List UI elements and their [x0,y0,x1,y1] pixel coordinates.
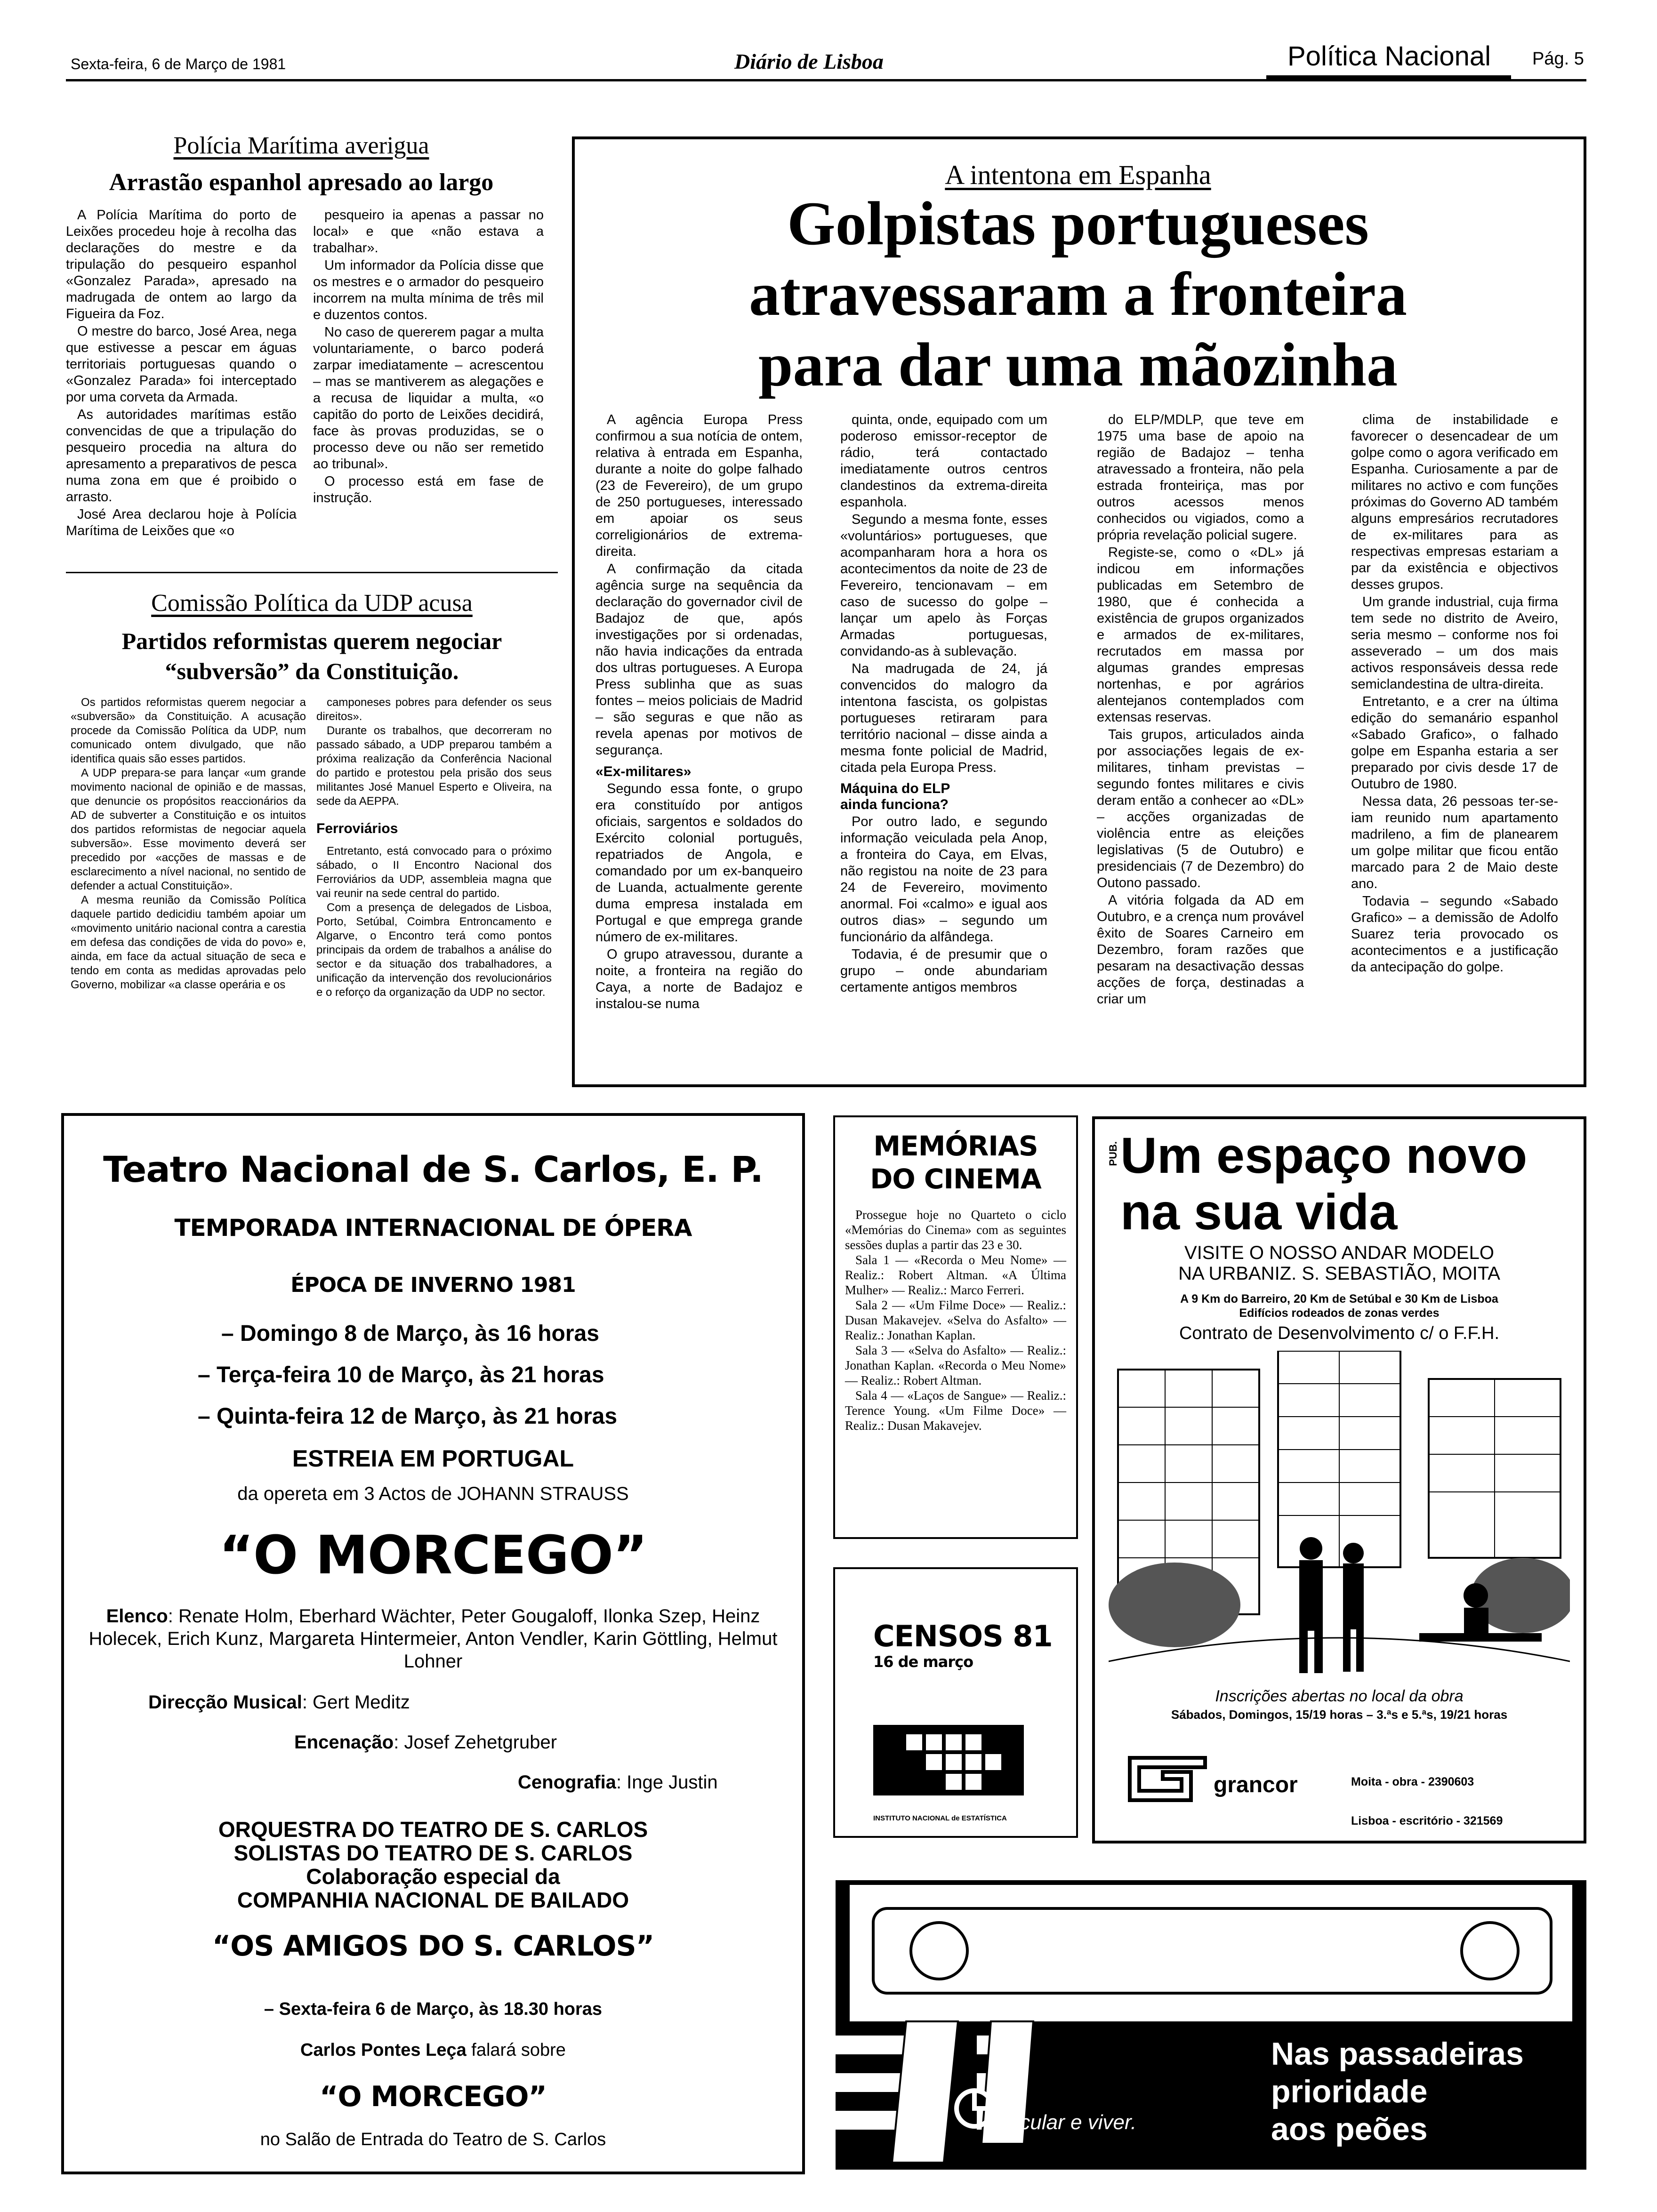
theatre-friends-date: – Sexta-feira 6 de Março, às 18.30 horas [264,1999,603,2019]
article3-col3: do ELP/MDLP, que teve em 1975 uma base de apoio na região de Badajoz – tenha atravessado a fronteira, não pela estrada fronteiriça, mas por outros acessos menos conhecidos ou vigiados, como a própria revelação policial sugere. Registe-se, como o «DL» já indicou em informações publicadas em Setembro de 1980, que é conhecida a existência de grupos organizados e armados de ex-militares, recrutados em massa por algumas grandes empresas nortenhas, e por agrários alentejanos contemplados com extensas reservas. Tais grupos, articulados ainda por associações legais de ex-militares, tinham previstas – segundo fontes militares e civis deram então a conhecer ao «DL» – acções organizadas de violência entre as eleições legislativas (5 de Outubro) e presidenciais (7 de Dezembro) do Outono passado. A vitória folgada da AD em Outubro, e a crença num provável êxito de Soares Carneiro em Dezembro, foram razões que pesaram na desactivação dessas acções de força, destinadas a criar um [1097,412,1304,1007]
article2-col1: Os partidos reformistas querem negociar a «subversão» da Constituição. A acusação procede da Comissão Política da UDP, num comunicado ontem divulgado, que não identifica quais são esses partidos. A UDP prepara-se para lançar «um grande movimento nacional de opinião e de massas, que denuncie os propósitos reaccionários da AD de subverter a Constituição e os intuitos dos partidos reformistas de negociar aquela subversão». Esse movimento deverá ser precedido por «acções de massas e de esclarecimento a nível nacional, no sentido de defender a actual Constituição». A mesma reunião da Comissão Política daquele partido dedicidiu também apoiar um «movimento unitário nacional contra a carestia em defesa das condições de vida do povo» e, ainda, em face da actual situação de seca e tendo em conta as medidas aprovadas pelo Governo, mobilizar «a classe operária e os [71,696,306,991]
pub-label: PUB. [1107,1141,1119,1166]
article1-col1: A Polícia Marítima do porto de Leixões procedeu hoje à recolha das declarações do mestre e da tripulação do pesqueiro espanhol «Gonzalez Parada», apresado na madrugada de ontem ao largo da Figueira da Foz. O mestre do barco, José Area, nega que estivesse a pescar em águas territoriais portuguesas quando o «Gonzalez Parada» foi interceptado por uma corveta da Armada. As autoridades marítimas estão convencidas de que a tripulação do pesqueiro procedia na altura do apresamento a preparativos de pesca numa zona em que é proibido o arrasto. José Area declarou hoje à Polícia Marítima de Leixões que «o [66,208,297,538]
article3-subhead-exmilitares: «Ex-militares» [595,764,692,779]
masthead: Diário de Lisboa [734,49,884,73]
theatre-talk: “O MORCEGO” [320,2080,547,2113]
article3-kicker: A intentona em Espanha [945,160,1211,190]
realestate-illustration [1109,1351,1570,1680]
theatre-season: TEMPORADA INTERNACIONAL DE ÓPERA [174,1214,692,1242]
safety-line-1: Nas passadeiras [1271,2036,1524,2072]
theatre-epoch: ÉPOCA DE INVERNO 1981 [290,1273,576,1297]
article3-subhead-elp: Máquina do ELP ainda funciona? [840,781,950,812]
cinema-text: Prossegue hoje no Quarteto o ciclo «Memórias do Cinema» com as seguintes sessões duplas a partir das 23 e 30. Sala 1 — «Recorda o Meu Nome» — Realiz.: Robert Altman. «A Última Mulher» — Realiz.: Marco Ferreri. Sala 2 — «Um Filme Doce» — Realiz.: Dusan Makavejev. «Selva do Asfalto» — Realiz.: Jonathan Kaplan. Sala 3 — «Selva do Asfalto» — Realiz.: Jonathan Kaplan. «Recorda o Meu Nome» — Realiz.: Robert Altman. Sala 4 — «Laços de Sangue» — Realiz.: Terence Young. «Um Filme Doce» — Realiz.: Dusan Makavejev. [845,1208,1066,1433]
realestate-contract: Contrato de Desenvolvimento c/ o F.F.H. [1179,1323,1500,1343]
circular-logo-icon [953,2087,996,2130]
theatre-orchestra: ORQUESTRA DO TEATRO DE S. CARLOS SOLISTAS DO TEATRO DE S. CARLOS Colaboração especial da COMPANHIA NACIONAL DE BAILADO [218,1817,648,1912]
theatre-operetta: da opereta em 3 Actos de JOHANN STRAUSS [237,1483,629,1504]
safety-line-3: aos peões [1271,2111,1428,2147]
theatre-music: Direcção Musical: Gert Meditz [148,1692,410,1713]
theatre-premiere: ESTREIA EM PORTUGAL [292,1445,574,1472]
article2-subhead: Ferroviários [316,821,398,836]
article2-kicker: Comissão Política da UDP acusa [151,590,473,617]
theatre-dates: – Domingo 8 de Março, às 16 horas – Terça-feira 10 de Março, às 21 horas – Quinta-feira 12 de Março, às 21 horas [198,1321,618,1429]
theatre-scenography: Cenografia: Inge Justin [518,1772,718,1793]
realestate-contact-2: Lisboa - escritório - 321569 [1351,1814,1503,1827]
census-box [833,1567,1078,1838]
article3-col1: A agência Europa Press confirmou a sua notícia de ontem, relativa à entrada em Espanha, durante a noite do golpe falhado (23 de Fevereiro), de um grupo de 250 portugueses, interessado em apoiar os seus correligionários de extrema-direita. A confirmação da citada agência surge na sequência da declaração do governador civil de Badajoz de que, após investigações por si ordenadas, não havia indicações da entrada dos ultras portugueses. A Europa Press sublinha que as suas fontes – meios policiais de Madrid – são seguras e que não as revela apenas por motivos de segurança. «Ex-militares» Segundo essa fonte, o grupo era constituído por antigos oficiais, sargentos e soldados do Exército colonial português, repatriados de Angola, e comandado por um ex-banqueiro de Luanda, actualmente gerente duma empresa instalada em Portugal e que emprega grande número de ex-militares. O grupo atravessou, durante a noite, a fronteira na região do Caya, a norte de Badajoz e instalou-se numa [595,412,803,1011]
theatre-work: “O MORCEGO” [219,1525,647,1586]
realestate-visit: VISITE O NOSSO ANDAR MODELO NA URBANIZ. S. SEBASTIÃO, MOITA [1178,1242,1500,1284]
article1-headline: Arrastão espanhol apresado ao largo [109,169,494,196]
census-institute: INSTITUTO NACIONAL de ESTATÍSTICA [873,1814,1007,1822]
theatre-title: Teatro Nacional de S. Carlos, E. P. [103,1148,763,1190]
article1-col2: pesqueiro ia apenas a passar no local» e que «não estava a trabalhar». Um informador da Polícia disse que os mestres e o armador do pesqueiro incorrem na multa mínima de três mil e duzentos contos. No caso de quererem pagar a multa voluntariamente, o barco poderá zarpar imediatamente – acrescentou – mas se mantiverem as alegações e a recusa de liquidar a multa, «o capitão do porto de Leixões decidirá, face às provas produzidas, se o processo deve ou não ser remetido ao tribunal». O processo está em fase de instrução. [313,208,544,505]
cinema-title: MEMÓRIAS DO CINEMA [870,1130,1041,1195]
realestate-distance: A 9 Km do Barreiro, 20 Km de Setúbal e 30 Km de Lisboa Edifícios rodeados de zonas verdes [1180,1292,1498,1320]
section-name: Política Nacional [1287,41,1491,72]
census-logo-icon [873,1725,1024,1795]
safety-line-2: prioridade [1271,2074,1428,2109]
theatre-speaker: Carlos Pontes Leça falará sobre [300,2040,566,2060]
article2-headline: Partidos reformistas querem negociar “subversão” da Constituição. [121,628,502,684]
theatre-cast: Elenco: Renate Holm, Eberhard Wächter, Peter Gougaloff, Ilonka Szep, Heinz Holecek, Erich Kunz, Margareta Hintermeier, Anton Vendler, Karin Göttling, Helmut Lohner [88,1606,778,1672]
realestate-contact-1: Moita - obra - 2390603 [1351,1775,1474,1788]
article1-kicker: Polícia Marítima averigua [173,132,429,159]
census-title: CENSOS 81 [873,1619,1053,1653]
header-date: Sexta-feira, 6 de Março de 1981 [71,56,286,72]
page-number: Pág. 5 [1532,49,1584,69]
realestate-hours: Sábados, Domingos, 15/19 horas – 3.ªs e 5.ªs, 19/21 horas [1171,1707,1508,1722]
theatre-friends: “OS AMIGOS DO S. CARLOS” [212,1930,654,1963]
header-rule-accent [1266,75,1511,80]
article2-col2: camponeses pobres para defender os seus direitos». Durante os trabalhos, que decorreram no passado sábado, a UDP preparou também a próxima realização da Conferência Nacional do partido e protestou pela prisão dos seus militantes José Manuel Esperto e Oliveira, na sede da AEPPA. Ferroviários Entretanto, está convocado para o próximo sábado, o II Encontro Nacional dos Ferroviários da UDP, assembleia magna que vai reunir na sede central do partido. Com a presença de delegados de Lisboa, Porto, Setúbal, Coimbra Entroncamento e Algarve, o Encontro terá como pontos principais da ordem de trabalhos a análise do sector e da situação dos trabalhadores, a unificação da intervenção dos revolucionários e o reforço da organização da UDP no sector. [316,696,552,999]
grancor-logo-icon [1125,1753,1210,1805]
grancor-brand: grancor [1214,1772,1298,1797]
safety-ad [836,1880,1586,2170]
article-divider [66,572,558,573]
article3-headline: Golpistas portugueses atravessaram a fronteira para dar uma mãozinha [749,189,1407,399]
census-date: 16 de março [873,1653,973,1671]
realestate-headline: Um espaço novo na sua vida [1120,1127,1528,1240]
safety-logo-text: circular e viver. [998,2111,1137,2134]
realestate-enrol: Inscrições abertas no local da obra [1215,1687,1464,1705]
article3-col4: clima de instabilidade e favorecer o desencadear de um golpe como o agora verificado em Espanha. Curiosamente a par de militares no activo e com funções próximas do Governo AD também alguns empresários recrutadores de ex-militares para as respectivas empresas estariam a par da existência e objectivos desses grupos. Um grande industrial, cuja firma tem sede no distrito de Aveiro, seria mesmo – conforme nos foi asseverado – um dos mais activos responsáveis dessa rede semiclandestina de ultra-direita. Entretanto, e a crer na última edição do semanário espanhol «Sabado Grafico», o falhado golpe em Espanha estaria a ser preparado por civis desde 17 de Outubro de 1980. Nessa data, 26 pessoas ter-se-iam reunido num apartamento madrileno, a fim de planearem um golpe militar que ficou então marcado para 2 de Maio deste ano. Todavia – segundo «Sabado Grafico» – a demissão de Adolfo Suarez teria provocado os acontecimentos e a justificação da antecipação do golpe. [1351,412,1558,975]
article3-col2: quinta, onde, equipado com um poderoso emissor-receptor de rádio, terá contactado imediatamente outros centros clandestinos da extrema-direita espanhola. Segundo a mesma fonte, esses «voluntários» portugueses, que acompanharam hora a hora os acontecimentos da noite de 23 de Fevereiro, tencionavam – em caso de sucesso do golpe – lançar um apelo às Forças Armadas portuguesas, convidando-as à sublevação. Na madrugada de 24, já convencidos do malogro da intentona fascista, os golpistas portugueses retiraram para território nacional – disse ainda a mesma fonte policial de Madrid, citada pela Europa Press. Máquina do ELP ainda funciona? Por outro lado, e segundo informação veiculada pela Anop, a fronteira do Caya, em Elvas, não registou na noite de 23 para 24 de Fevereiro, movimento anormal. Foi «calmo» e igual aos outros dias» – segundo um funcionário da alfândega. Todavia, é de presumir que o grupo – onde abundariam certamente antigos membros [840,412,1047,995]
theatre-staging: Encenação: Josef Zehetgruber [294,1732,557,1753]
theatre-venue: no Salão de Entrada do Teatro de S. Carlos [260,2130,606,2149]
